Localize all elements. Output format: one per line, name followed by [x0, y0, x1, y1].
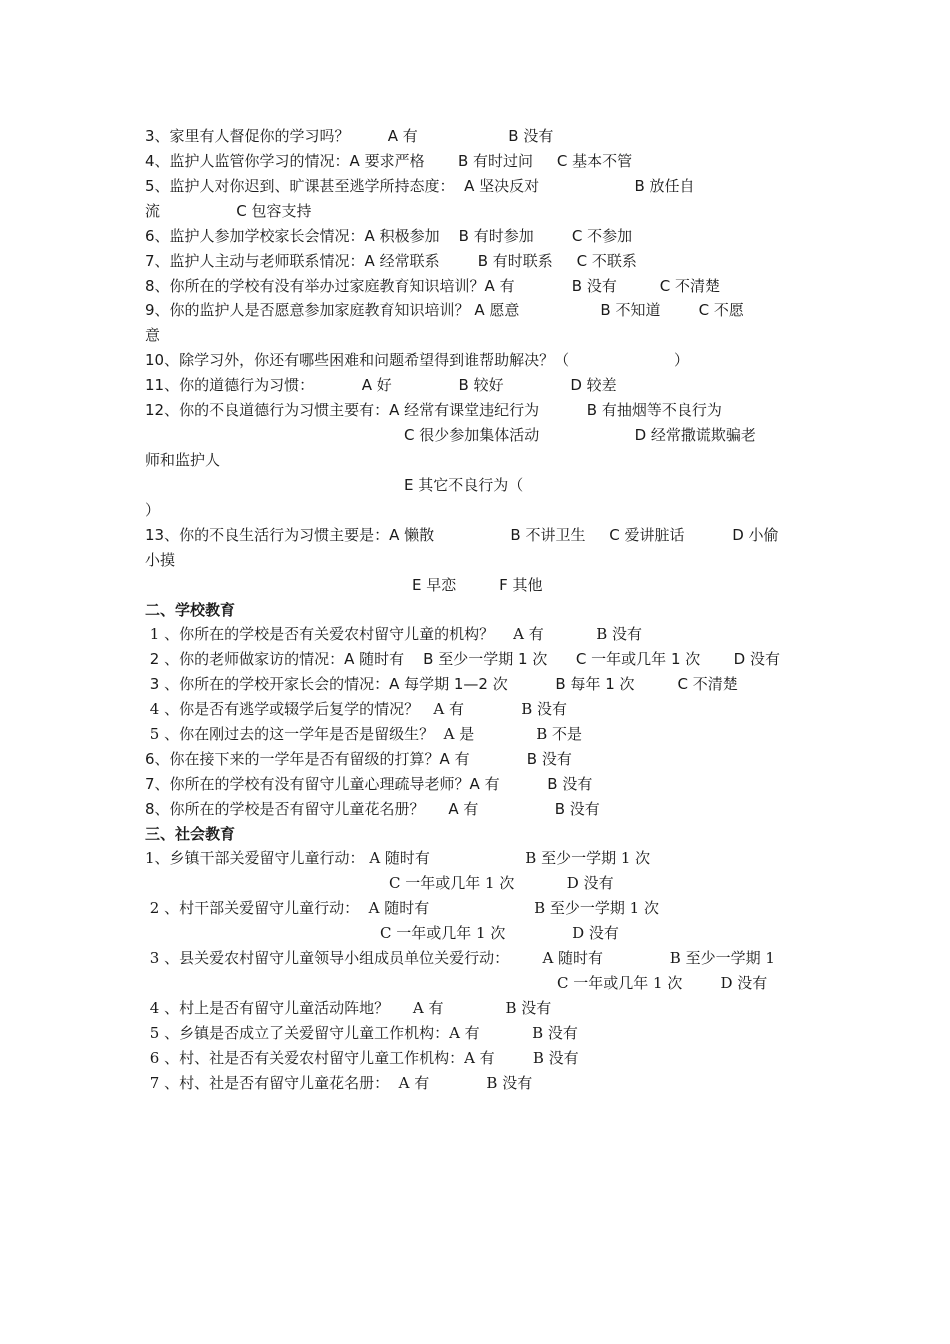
question-family-6: 6、监护人参加学校家长会情况：A 积极参加 B 有时参加 C 不参加: [145, 227, 633, 245]
question-family-12: 12、你的不良道德行为习惯主要有：A 经常有课堂违纪行为 B 有抽烟等不良行为: [145, 401, 722, 419]
section-heading-society: 三、社会教育: [145, 825, 236, 843]
question-family-12-cont: C 很少参加集体活动 D 经常撒谎欺骗老: [404, 426, 756, 444]
question-society-6: 6 、村、社是否有关爱农村留守儿童工作机构：A 有 B 没有: [145, 1049, 579, 1067]
question-family-9: 9、你的监护人是否愿意参加家庭教育知识培训？ A 愿意 B 不知道 C 不愿: [145, 301, 744, 319]
question-family-7: 7、监护人主动与老师联系情况：A 经常联系 B 有时联系 C 不联系: [145, 252, 637, 270]
question-school-3: 3 、你所在的学校开家长会的情况：A 每学期 1—2 次 B 每年 1 次 C 不清楚: [145, 675, 738, 693]
question-family-9-cont: 意: [145, 326, 161, 344]
question-society-5: 5 、乡镇是否成立了关爱留守儿童工作机构：A 有 B 没有: [145, 1024, 578, 1042]
question-family-12-cont2: 师和监护人: [145, 451, 221, 469]
question-school-7: 7、你所在的学校有没有留守儿童心理疏导老师？A 有 B 没有: [145, 775, 593, 793]
question-school-6: 6、你在接下来的一学年是否有留级的打算？A 有 B 没有: [145, 750, 572, 768]
question-school-5: 5 、你在刚过去的这一学年是否是留级生？ A 是 B 不是: [145, 725, 582, 743]
question-family-11: 11、你的道德行为习惯： A 好 B 较好 D 较差: [145, 376, 617, 394]
question-society-1: 1、乡镇干部关爱留守儿童行动： A 随时有 B 至少一学期 1 次: [145, 849, 651, 867]
question-family-13-cont: 小摸: [145, 551, 176, 569]
question-family-10: 10、除学习外，你还有哪些困难和问题希望得到谁帮助解决？（ ）: [145, 351, 689, 369]
question-school-8: 8、你所在的学校是否有留守儿童花名册？ A 有 B 没有: [145, 800, 600, 818]
question-family-12-option-e: E 其它不良行为（: [404, 476, 524, 494]
question-family-5: 5、监护人对你迟到、旷课甚至逃学所持态度： A 坚决反对 B 放任自: [145, 177, 695, 195]
question-society-2: 2 、村干部关爱留守儿童行动： A 随时有 B 至少一学期 1 次: [145, 899, 659, 917]
question-society-7: 7 、村、社是否有留守儿童花名册： A 有 B 没有: [145, 1074, 533, 1092]
question-society-2-cont: C 一年或几年 1 次 D 没有: [380, 924, 619, 942]
question-family-13: 13、你的不良生活行为习惯主要是：A 懒散 B 不讲卫生 C 爱讲脏话 D 小偷: [145, 526, 779, 544]
question-school-1: 1 、你所在的学校是否有关爱农村留守儿童的机构？ A 有 B 没有: [145, 625, 642, 643]
question-society-3: 3 、县关爱农村留守儿童领导小组成员单位关爱行动： A 随时有 B 至少一学期 1: [145, 949, 775, 967]
question-family-12-close: ）: [145, 501, 161, 519]
question-family-5-cont: 流 C 包容支持: [145, 202, 312, 220]
question-family-3: 3、家里有人督促你的学习吗？ A 有 B 没有: [145, 127, 554, 145]
question-family-4: 4、监护人监管你学习的情况：A 要求严格 B 有时过问 C 基本不管: [145, 152, 633, 170]
question-school-2: 2 、你的老师做家访的情况：A 随时有 B 至少一学期 1 次 C 一年或几年 1 次 D 没有: [145, 650, 780, 668]
question-society-3-cont: C 一年或几年 1 次 D 没有: [557, 974, 768, 992]
question-family-8: 8、你所在的学校有没有举办过家庭教育知识培训？A 有 B 没有 C 不清楚: [145, 277, 721, 295]
question-society-1-cont: C 一年或几年 1 次 D 没有: [389, 874, 614, 892]
question-school-4: 4 、你是否有逃学或辍学后复学的情况？ A 有 B 没有: [145, 700, 567, 718]
question-family-13-options: E 早恋 F 其他: [412, 576, 543, 594]
section-heading-school: 二、学校教育: [145, 601, 236, 619]
question-society-4: 4 、村上是否有留守儿童活动阵地？ A 有 B 没有: [145, 999, 552, 1017]
